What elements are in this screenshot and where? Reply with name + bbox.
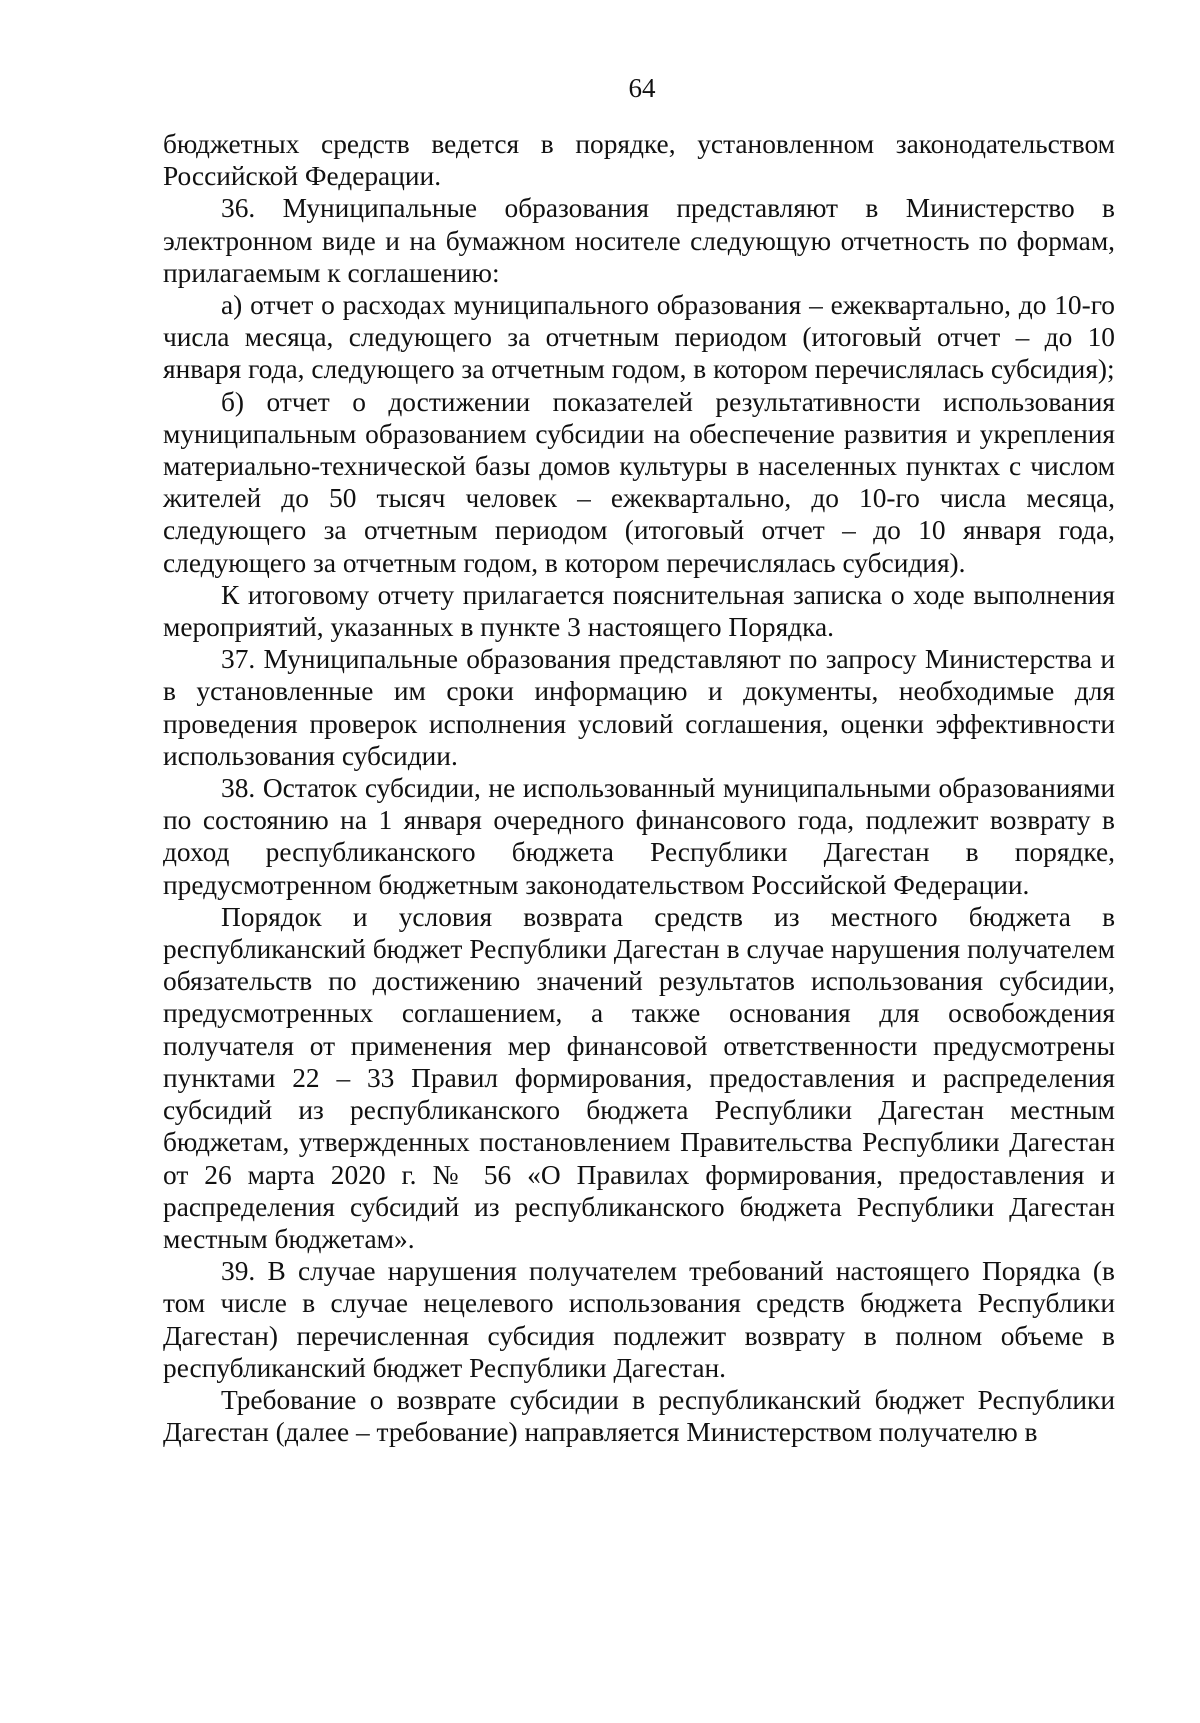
paragraph-clause-36: 36. Муниципальные образования представляют в Министерство в электронном виде и на бумажном носителе следующую отчетность по формам, прилагаемым к соглашению: xyxy=(163,193,1115,288)
paragraph-return-requirement: Требование о возврате субсидии в республиканский бюджет Республики Дагестан (далее – требование) направляется Министерством получателю в xyxy=(163,1384,1115,1448)
paragraph-item-a: а) отчет о расходах муниципального образования – ежеквартально, до 10-го числа месяца, следующего за отчетным периодом (итоговый отчет – до 10 января года, следующего за отчетным годом, в котором перечислялась субсидия); xyxy=(163,290,1115,385)
paragraph-return-procedure: Порядок и условия возврата средств из местного бюджета в республиканский бюджет Республики Дагестан в случае нарушения получателем обязательств по достижению значений результатов использования субсидии, предусмотренных соглашением, а также основания для освобождения получателя от применения мер финансовой ответственности предусмотрены пунктами 22 – 33 Правил формирования, предоставления и распределения субсидий из республиканского бюджета Республики Дагестан местным бюджетам, утвержденных постановлением Правительства Республики Дагестан от 26 марта 2020 г. № 56 «О Правилах формирования, предоставления и распределения субсидий из республиканского бюджета Республики Дагестан местным бюджетам». xyxy=(163,901,1115,1254)
paragraph-clause-38: 38. Остаток субсидии, не использованный муниципальными образованиями по состоянию на 1 января очередного финансового года, подлежит возврату в доход республиканского бюджета Республики Дагестан в порядке, предусмотренном бюджетным законодательством Российской Федерации. xyxy=(163,773,1115,900)
paragraph-clause-37: 37. Муниципальные образования представляют по запросу Министерства и в установленные им сроки информацию и документы, необходимые для проведения проверок исполнения условий соглашения, оценки эффективности использования субсидии. xyxy=(163,644,1115,771)
paragraph-explanatory-note: К итоговому отчету прилагается пояснительная записка о ходе выполнения мероприятий, указанных в пункте 3 настоящего Порядка. xyxy=(163,579,1115,643)
paragraph-item-b: б) отчет о достижении показателей результативности использования муниципальным образованием субсидии на обеспечение развития и укрепления материально-технической базы домов культуры в населенных пунктах с числом жителей до 50 тысяч человек – ежеквартально, до 10-го числа месяца, следующего за отчетным периодом (итоговый отчет – до 10 января года, следующего за отчетным годом, в котором перечислялась субсидия). xyxy=(163,386,1115,578)
paragraph-continuation: бюджетных средств ведется в порядке, установленном законодательством Российской Федерации. xyxy=(163,129,1115,192)
document-body xyxy=(163,128,1115,1448)
page-number: 64 xyxy=(628,73,656,103)
paragraph-clause-39: 39. В случае нарушения получателем требований настоящего Порядка (в том числе в случае нецелевого использования средств бюджета Республики Дагестан) перечисленная субсидия подлежит возврату в полном объеме в республиканский бюджет Республики Дагестан. xyxy=(163,1256,1115,1383)
